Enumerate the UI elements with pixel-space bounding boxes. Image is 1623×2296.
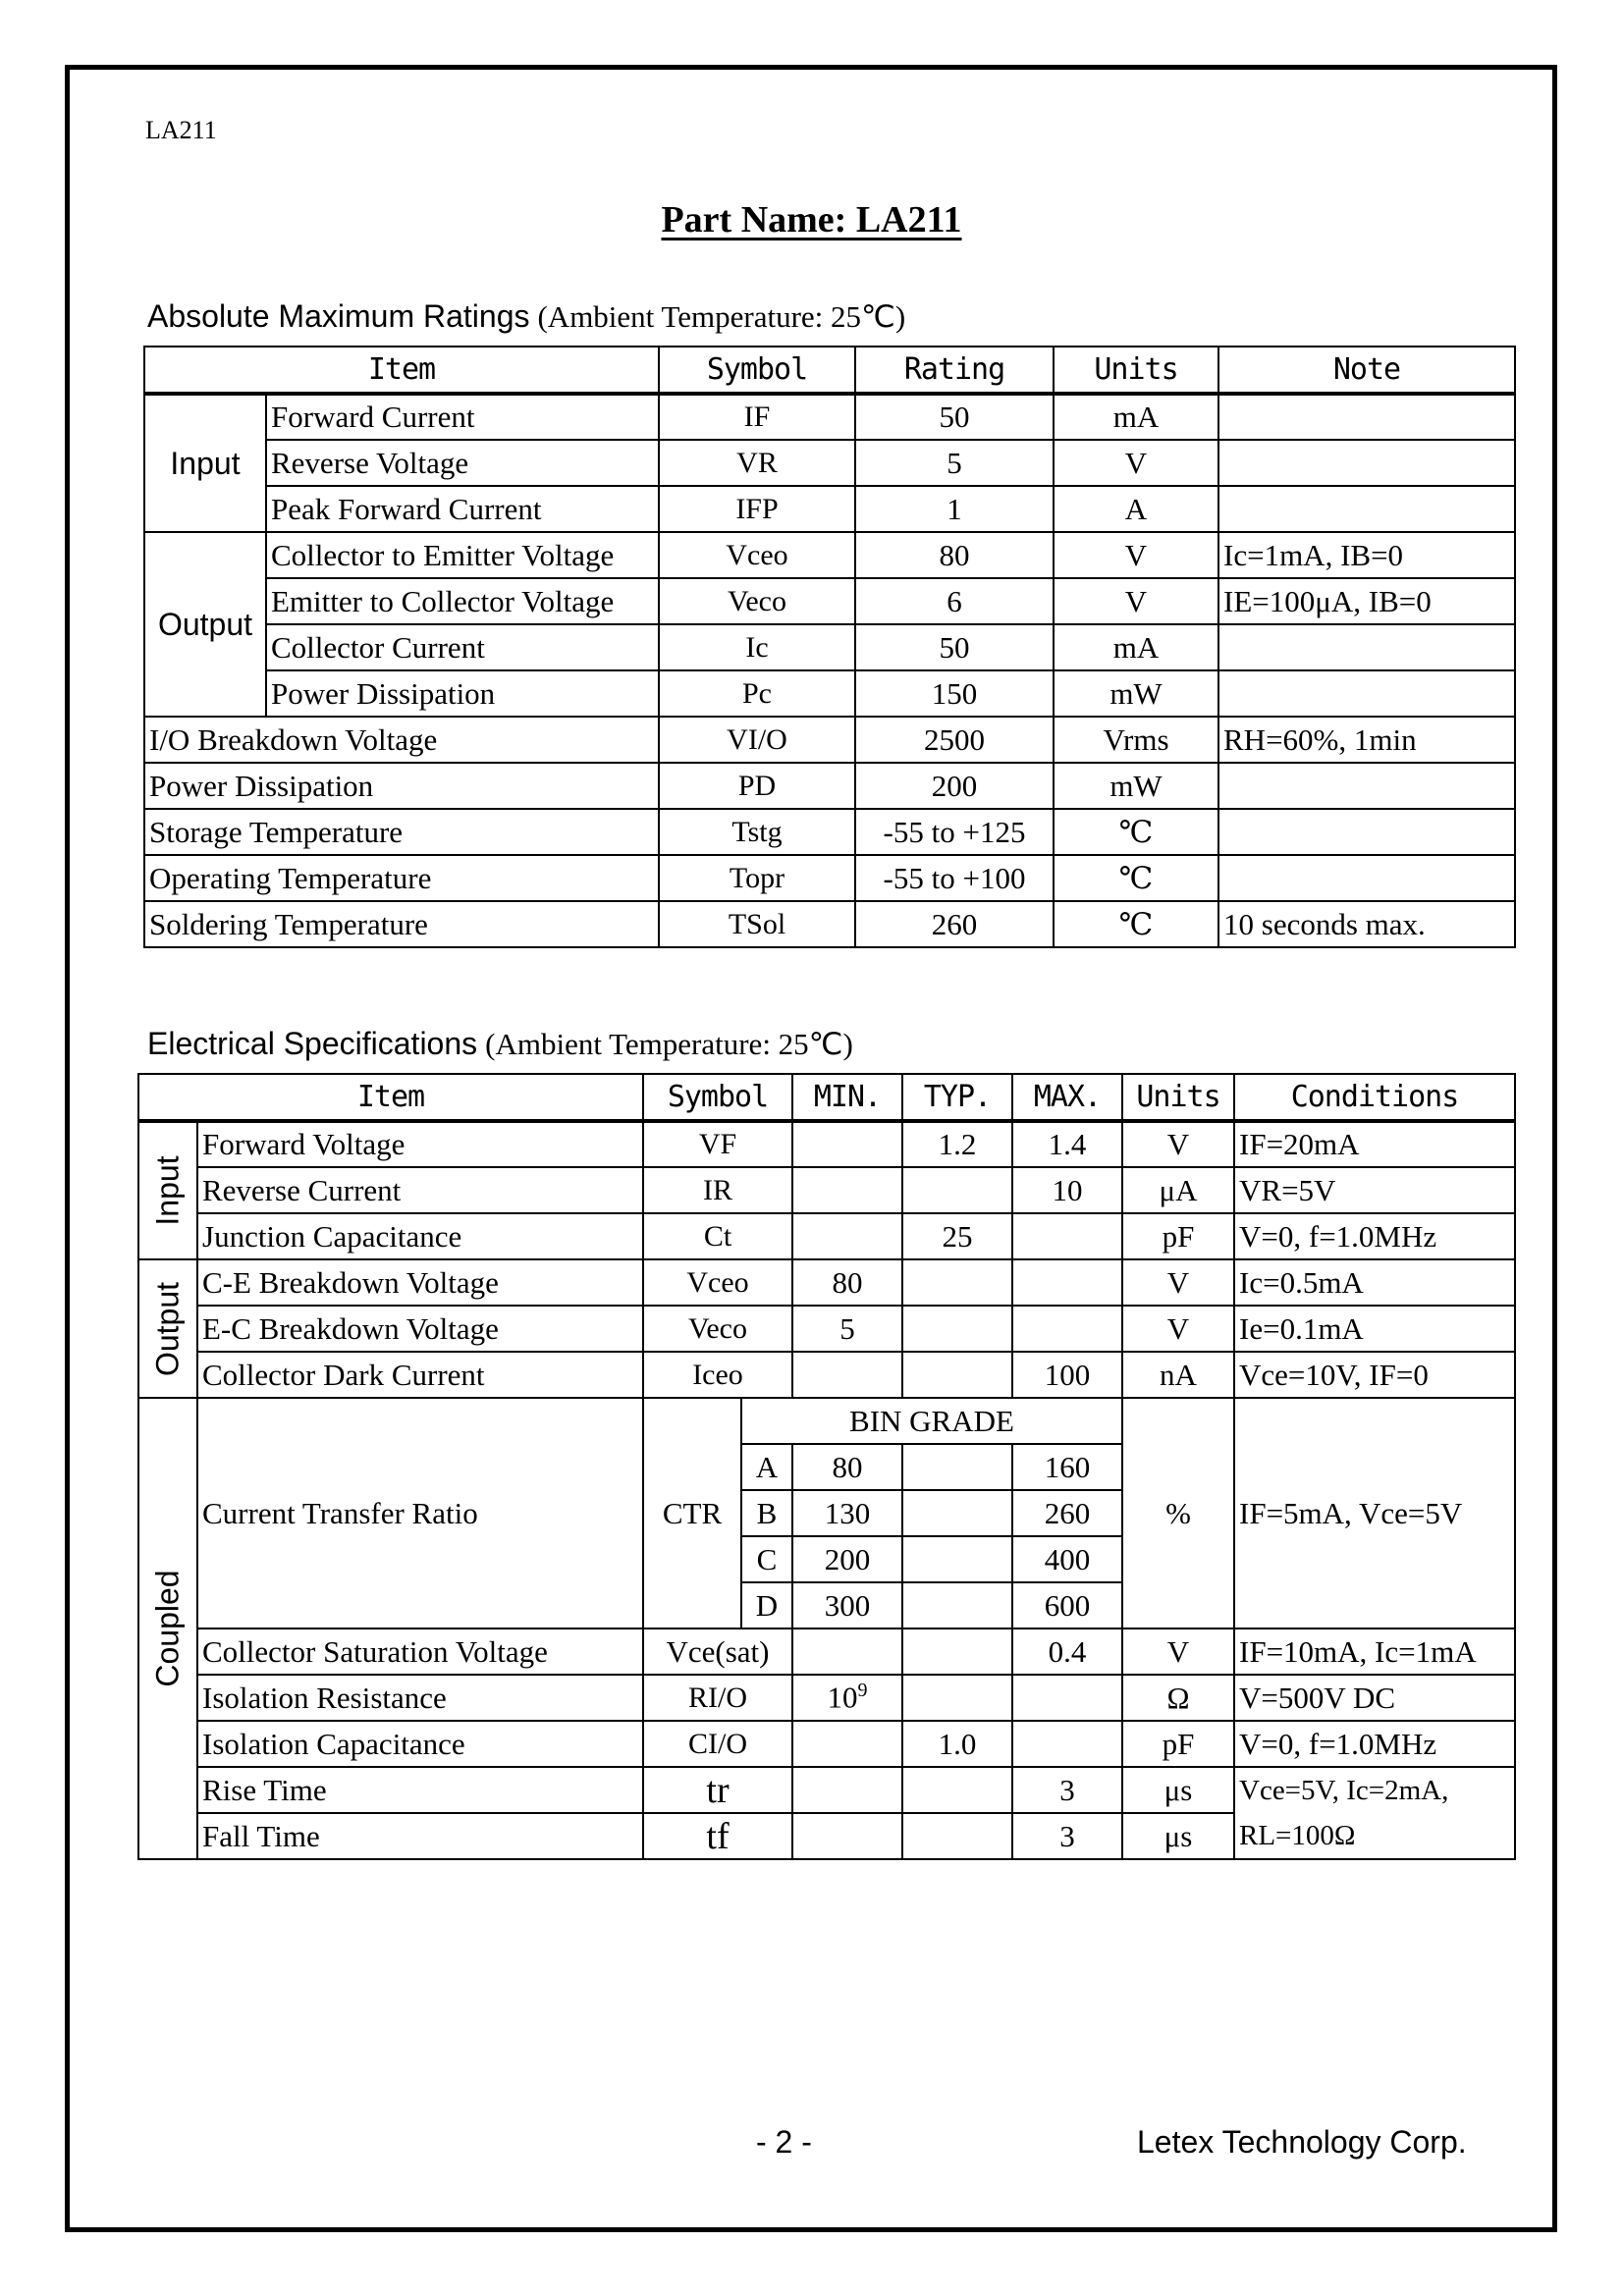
es-symbol: Veco: [643, 1306, 792, 1352]
amr-units: mW: [1054, 670, 1218, 717]
table-row: [138, 1167, 1515, 1213]
amr-note: RH=60%, 1min: [1218, 717, 1515, 763]
amr-units: A: [1054, 486, 1218, 532]
amr-note: 10 seconds max.: [1218, 901, 1515, 947]
es-typ: 1.2: [902, 1121, 1012, 1167]
amr-header-note: Note: [1218, 347, 1515, 394]
ctr-bin-typ: [902, 1582, 1012, 1629]
es-item: C-E Breakdown Voltage: [197, 1259, 643, 1306]
amr-note: [1218, 394, 1515, 440]
es-group-input-label: Input: [149, 1155, 186, 1226]
es-min: [792, 1121, 902, 1167]
amr-item: Emitter to Collector Voltage: [266, 578, 659, 624]
es-cond: Ic=0.5mA: [1234, 1259, 1515, 1306]
es-section-heading: [147, 1026, 853, 1062]
amr-section-condition: (Ambient Temperature: 25℃): [537, 299, 906, 334]
amr-item: Power Dissipation: [144, 763, 659, 809]
es-cond-timing-1: Vce=5V, Ic=2mA,: [1234, 1767, 1515, 1813]
es-header-units: Units: [1122, 1074, 1234, 1121]
es-group-coupled-label: Coupled: [149, 1570, 186, 1687]
amr-rating: 50: [855, 394, 1054, 440]
amr-item: Soldering Temperature: [144, 901, 659, 947]
es-item: Collector Dark Current: [197, 1352, 643, 1398]
es-max: 0.4: [1012, 1629, 1122, 1675]
amr-rating: 80: [855, 532, 1054, 578]
es-min: [792, 1813, 902, 1859]
amr-units: ℃: [1054, 855, 1218, 901]
amr-note: [1218, 440, 1515, 486]
amr-group-output: Output: [144, 532, 266, 717]
es-units: V: [1122, 1121, 1234, 1167]
es-min: [792, 1167, 902, 1213]
es-units: μA: [1122, 1167, 1234, 1213]
amr-header-row: [144, 347, 1515, 394]
table-row: [138, 1767, 1515, 1813]
ctr-bin-min: 200: [792, 1536, 902, 1582]
amr-note: [1218, 809, 1515, 855]
ctr-bin-typ: [902, 1444, 1012, 1490]
es-group-output-label: Output: [149, 1281, 186, 1376]
es-max: [1012, 1259, 1122, 1306]
es-min: 80: [792, 1259, 902, 1306]
amr-units: ℃: [1054, 809, 1218, 855]
amr-item: Collector Current: [266, 624, 659, 670]
es-symbol: CI/O: [643, 1721, 792, 1767]
es-symbol: Iceo: [643, 1352, 792, 1398]
es-typ: [902, 1352, 1012, 1398]
amr-rating: 6: [855, 578, 1054, 624]
es-header-typ: TYP.: [902, 1074, 1012, 1121]
amr-symbol: Veco: [659, 578, 855, 624]
footer-page-number: - 2 -: [756, 2124, 812, 2160]
es-min: [792, 1721, 902, 1767]
es-min: 5: [792, 1306, 902, 1352]
es-header-conditions: Conditions: [1234, 1074, 1515, 1121]
amr-section-heading: [147, 298, 905, 335]
es-units: V: [1122, 1629, 1234, 1675]
amr-rating: 1: [855, 486, 1054, 532]
table-row: [138, 1352, 1515, 1398]
ctr-bin-min: 80: [792, 1444, 902, 1490]
es-min: [792, 1675, 902, 1721]
ctr-bin-max: 160: [1012, 1444, 1122, 1490]
table-row: [138, 1259, 1515, 1306]
amr-symbol: Topr: [659, 855, 855, 901]
es-max: [1012, 1213, 1122, 1259]
footer-company: Letex Technology Corp.: [1137, 2124, 1467, 2160]
amr-note: [1218, 670, 1515, 717]
ctr-bin-typ: [902, 1536, 1012, 1582]
amr-item: Operating Temperature: [144, 855, 659, 901]
ctr-bin-grade: D: [741, 1582, 792, 1629]
es-cond: Vce=10V, IF=0: [1234, 1352, 1515, 1398]
es-max: 10: [1012, 1167, 1122, 1213]
amr-symbol: Vceo: [659, 532, 855, 578]
es-item: E-C Breakdown Voltage: [197, 1306, 643, 1352]
amr-rating: 2500: [855, 717, 1054, 763]
es-cond: V=0, f=1.0MHz: [1234, 1213, 1515, 1259]
es-typ: [902, 1675, 1012, 1721]
amr-units: Vrms: [1054, 717, 1218, 763]
es-header-item: Item: [138, 1074, 643, 1121]
table-row: [144, 440, 1515, 486]
es-min: [792, 1629, 902, 1675]
amr-units: mW: [1054, 763, 1218, 809]
es-typ: [902, 1259, 1012, 1306]
amr-units: V: [1054, 532, 1218, 578]
es-item: Isolation Resistance: [197, 1675, 643, 1721]
amr-symbol: PD: [659, 763, 855, 809]
table-row: [138, 1813, 1515, 1859]
es-units: V: [1122, 1259, 1234, 1306]
amr-units: mA: [1054, 394, 1218, 440]
es-units: μs: [1122, 1813, 1234, 1859]
es-units: pF: [1122, 1721, 1234, 1767]
table-row: [144, 532, 1515, 578]
es-cond: IF=10mA, Ic=1mA: [1234, 1629, 1515, 1675]
es-cond: V=0, f=1.0MHz: [1234, 1721, 1515, 1767]
ctr-bin-grade: B: [741, 1490, 792, 1536]
es-typ: [902, 1167, 1012, 1213]
amr-group-input: Input: [144, 394, 266, 532]
amr-header-units: Units: [1054, 347, 1218, 394]
amr-symbol: IFP: [659, 486, 855, 532]
es-symbol: Vce(sat): [643, 1629, 792, 1675]
header-part-code: LA211: [145, 116, 217, 144]
amr-rating: 200: [855, 763, 1054, 809]
amr-rating: 50: [855, 624, 1054, 670]
ctr-units: %: [1122, 1398, 1234, 1629]
es-cond: VR=5V: [1234, 1167, 1515, 1213]
es-max: 3: [1012, 1813, 1122, 1859]
amr-header-symbol: Symbol: [659, 347, 855, 394]
es-symbol: tf: [643, 1813, 792, 1859]
page-title: [0, 198, 1623, 241]
amr-item: Storage Temperature: [144, 809, 659, 855]
amr-symbol: Tstg: [659, 809, 855, 855]
ctr-bin-min: 300: [792, 1582, 902, 1629]
amr-note: [1218, 624, 1515, 670]
ctr-bin-typ: [902, 1490, 1012, 1536]
es-max: 3: [1012, 1767, 1122, 1813]
table-row: [144, 486, 1515, 532]
es-units: pF: [1122, 1213, 1234, 1259]
table-row: [138, 1213, 1515, 1259]
amr-item: Forward Current: [266, 394, 659, 440]
es-section-condition: (Ambient Temperature: 25℃): [485, 1027, 853, 1061]
es-symbol: VF: [643, 1121, 792, 1167]
amr-symbol: TSol: [659, 901, 855, 947]
es-max: 100: [1012, 1352, 1122, 1398]
es-max: 1.4: [1012, 1121, 1122, 1167]
amr-note: [1218, 486, 1515, 532]
es-typ: [902, 1767, 1012, 1813]
es-group-output: [138, 1259, 197, 1398]
amr-section-label: Absolute Maximum Ratings: [147, 298, 530, 334]
es-symbol: RI/O: [643, 1675, 792, 1721]
es-symbol: Ct: [643, 1213, 792, 1259]
ctr-bin-grade-label: BIN GRADE: [741, 1398, 1122, 1444]
es-max: [1012, 1675, 1122, 1721]
es-header-row: [138, 1074, 1515, 1121]
amr-item: Power Dissipation: [266, 670, 659, 717]
amr-item: Peak Forward Current: [266, 486, 659, 532]
es-max: [1012, 1721, 1122, 1767]
amr-note: [1218, 855, 1515, 901]
amr-rating: 150: [855, 670, 1054, 717]
es-cond: V=500V DC: [1234, 1675, 1515, 1721]
table-row: [144, 670, 1515, 717]
es-item: Isolation Capacitance: [197, 1721, 643, 1767]
table-row: [144, 809, 1515, 855]
amr-item: Reverse Voltage: [266, 440, 659, 486]
es-min: [792, 1767, 902, 1813]
amr-note: Ic=1mA, IB=0: [1218, 532, 1515, 578]
es-header-symbol: Symbol: [643, 1074, 792, 1121]
table-row: [144, 578, 1515, 624]
amr-symbol: IF: [659, 394, 855, 440]
table-row: [138, 1398, 1515, 1444]
es-item: Rise Time: [197, 1767, 643, 1813]
es-item: Junction Capacitance: [197, 1213, 643, 1259]
es-typ: 25: [902, 1213, 1012, 1259]
amr-table: [143, 346, 1516, 948]
amr-rating: -55 to +100: [855, 855, 1054, 901]
amr-units: ℃: [1054, 901, 1218, 947]
es-units: nA: [1122, 1352, 1234, 1398]
table-row: [138, 1675, 1515, 1721]
amr-note: [1218, 763, 1515, 809]
ctr-bin-min: 130: [792, 1490, 902, 1536]
amr-symbol: Ic: [659, 624, 855, 670]
es-units: Ω: [1122, 1675, 1234, 1721]
es-min: [792, 1352, 902, 1398]
amr-note: IE=100μA, IB=0: [1218, 578, 1515, 624]
es-item: Reverse Current: [197, 1167, 643, 1213]
es-typ: [902, 1306, 1012, 1352]
amr-symbol: VR: [659, 440, 855, 486]
ctr-cond: IF=5mA, Vce=5V: [1234, 1398, 1515, 1629]
ctr-bin-grade: C: [741, 1536, 792, 1582]
table-row: [144, 394, 1515, 440]
amr-units: V: [1054, 578, 1218, 624]
es-item: Forward Voltage: [197, 1121, 643, 1167]
es-cond-timing-2: RL=100Ω: [1234, 1813, 1515, 1859]
es-symbol: Vceo: [643, 1259, 792, 1306]
es-min-exponent: 9: [857, 1680, 868, 1702]
table-row: [144, 763, 1515, 809]
table-row: [138, 1121, 1515, 1167]
es-table: [137, 1073, 1516, 1860]
page-title-text: Part Name: LA211: [661, 199, 962, 240]
amr-item: I/O Breakdown Voltage: [144, 717, 659, 763]
es-group-input: [138, 1121, 197, 1259]
amr-header-item: Item: [144, 347, 659, 394]
amr-rating: 260: [855, 901, 1054, 947]
amr-header-rating: Rating: [855, 347, 1054, 394]
es-cond: IF=20mA: [1234, 1121, 1515, 1167]
es-units: μs: [1122, 1767, 1234, 1813]
ctr-bin-max: 260: [1012, 1490, 1122, 1536]
es-item: Fall Time: [197, 1813, 643, 1859]
amr-units: V: [1054, 440, 1218, 486]
amr-rating: -55 to +125: [855, 809, 1054, 855]
es-typ: [902, 1813, 1012, 1859]
es-item: Collector Saturation Voltage: [197, 1629, 643, 1675]
ctr-bin-grade: A: [741, 1444, 792, 1490]
table-row: [144, 855, 1515, 901]
es-header-max: MAX.: [1012, 1074, 1122, 1121]
es-group-coupled: [138, 1398, 197, 1859]
amr-item: Collector to Emitter Voltage: [266, 532, 659, 578]
es-header-min: MIN.: [792, 1074, 902, 1121]
es-typ: 1.0: [902, 1721, 1012, 1767]
ctr-item: Current Transfer Ratio: [197, 1398, 643, 1629]
ctr-bin-max: 600: [1012, 1582, 1122, 1629]
es-symbol: tr: [643, 1767, 792, 1813]
es-units: V: [1122, 1306, 1234, 1352]
amr-rating: 5: [855, 440, 1054, 486]
amr-symbol: VI/O: [659, 717, 855, 763]
ctr-bin-max: 400: [1012, 1536, 1122, 1582]
es-min-base: 10: [827, 1680, 858, 1715]
table-row: [138, 1306, 1515, 1352]
table-row: [144, 717, 1515, 763]
es-symbol: IR: [643, 1167, 792, 1213]
ctr-symbol: CTR: [643, 1398, 741, 1629]
amr-symbol: Pc: [659, 670, 855, 717]
amr-units: mA: [1054, 624, 1218, 670]
table-row: [138, 1629, 1515, 1675]
table-row: [144, 901, 1515, 947]
es-typ: [902, 1629, 1012, 1675]
es-section-label: Electrical Specifications: [147, 1026, 478, 1061]
table-row: [144, 624, 1515, 670]
table-row: [138, 1721, 1515, 1767]
es-min: [792, 1213, 902, 1259]
es-max: [1012, 1306, 1122, 1352]
es-cond: Ie=0.1mA: [1234, 1306, 1515, 1352]
